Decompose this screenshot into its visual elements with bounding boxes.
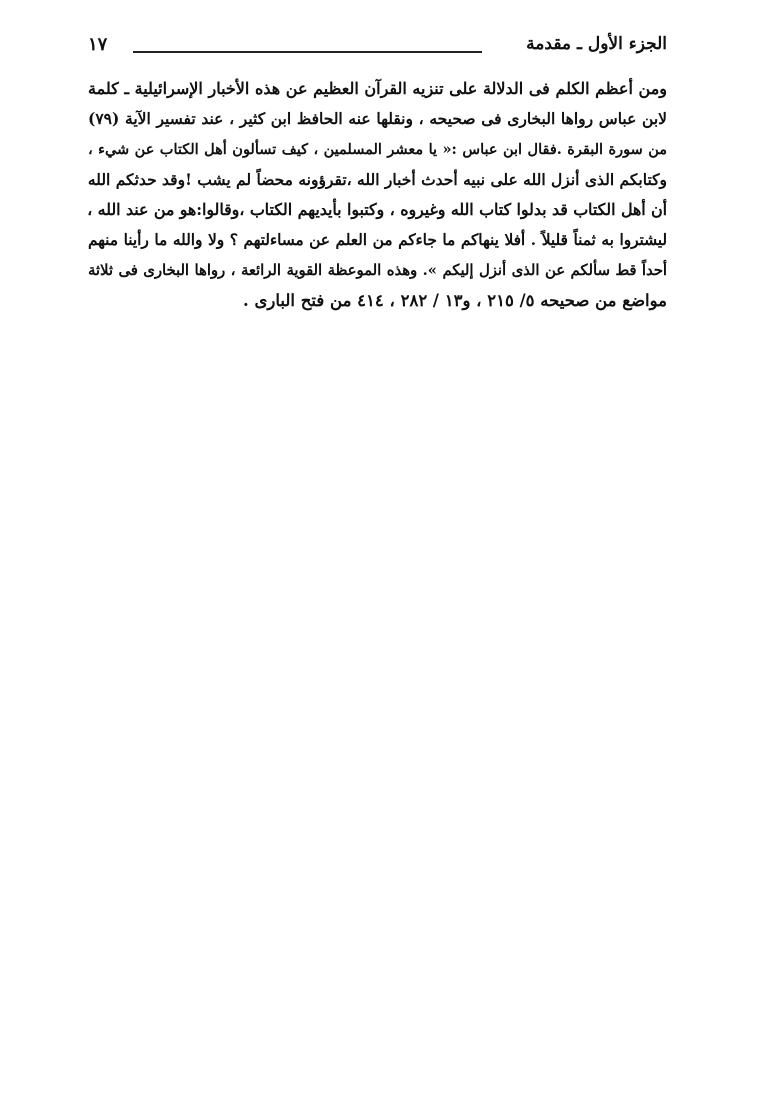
header-rule xyxy=(133,51,482,53)
text-line-4: وكتابكم الذى أنزل الله على نبيه أحدث أخبار الله ،تقرؤونه محضاً لم يشب !وقد حدثكم الله xyxy=(87,169,667,189)
page-header xyxy=(88,34,667,64)
page-number: ١٧ xyxy=(88,34,108,55)
text-line-8: مواضع من صحيحه ٥/ ٢١٥ ، و١٣ / ٢٨٢ ، ٤١٤ من فتح البارى . xyxy=(243,291,667,311)
text-line-1: ومن أعظم الكلم فى الدلالة على تنزيه القرآن العظيم عن هذه الأخبار الإسرائيلية ـ كلمة xyxy=(88,79,667,98)
text-line-7: أحداً قط سألكم عن الذى أنزل إليكم ». وهذه الموعظة القوية الرائعة ، رواها البخارى فى ثلاثة xyxy=(88,261,667,279)
text-line-5: أن أهل الكتاب قد بدلوا كتاب الله وغيروه ، وكتبوا بأيديهم الكتاب ،وقالوا:هو من عند الله ، xyxy=(87,200,667,220)
body-paragraph xyxy=(88,74,667,316)
running-header-title: الجزء الأول ـ مقدمة xyxy=(526,34,667,54)
text-line-6: ليشتروا به ثمناً قليلاً . أفلا ينهاكم ما جاءكم من العلم عن مساءلتهم ؟ ولا والله ما رأينا منهم xyxy=(88,231,667,250)
text-line-3: من سورة البقرة .فقال ابن عباس :« يا معشر المسلمين ، كيف تسألون أهل الكتاب عن شيء ، xyxy=(88,140,667,158)
text-line-2: لابن عباس رواها البخارى فى صحيحه ، ونقلها عنه الحافظ ابن كثير ، عند تفسير الآية (٧٩) xyxy=(88,109,667,129)
